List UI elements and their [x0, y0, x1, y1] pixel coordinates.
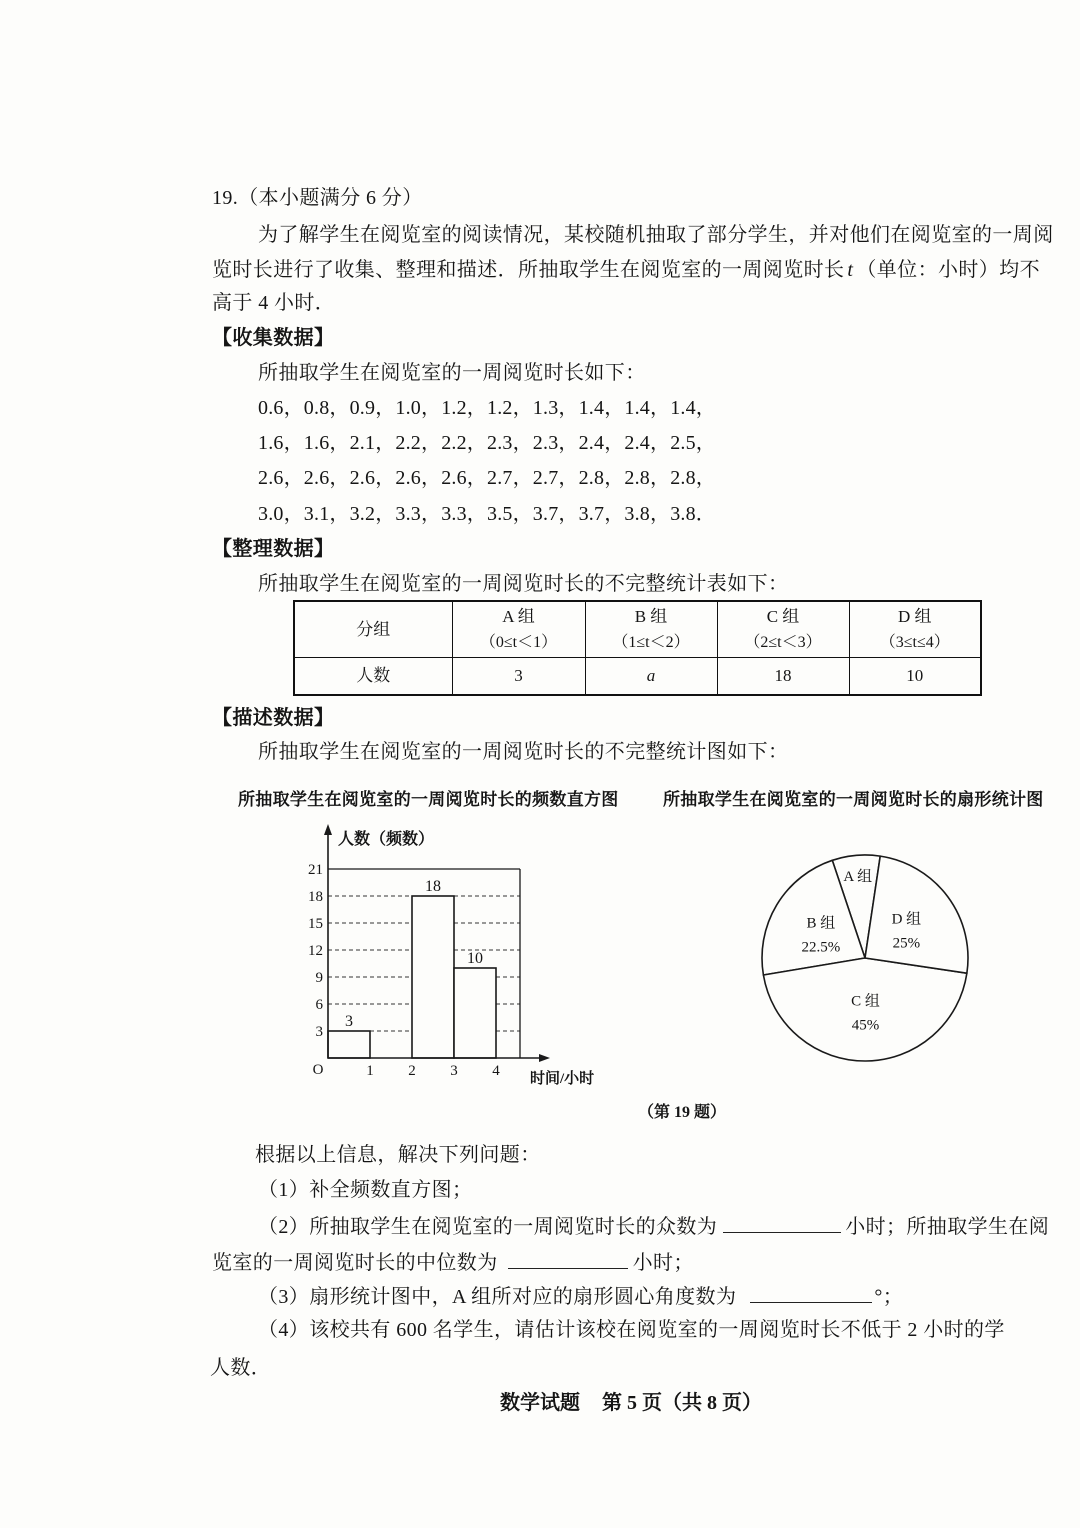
task-2-line-2 [212, 1248, 694, 1275]
organize-lead: 所抽取学生在阅览室的一周阅览时长的不完整统计表如下： [258, 573, 789, 595]
group-label-cell: 分组 [294, 601, 452, 658]
question-number: 19. [212, 187, 239, 209]
pie-slice-label: C 组 [851, 993, 880, 1010]
y-tick-label: 3 [315, 1024, 323, 1040]
y-tick-label: 15 [308, 916, 323, 932]
section-heading-organize: 【整理数据】 [212, 538, 335, 560]
task-2-text: 小时；所抽取学生在阅 [845, 1216, 1050, 1238]
pie-slice [763, 958, 966, 1061]
y-axis-arrow [324, 824, 332, 835]
group-range: （1≤t＜2） [612, 633, 690, 651]
group-header-cell [585, 601, 717, 658]
table-header-row [294, 601, 981, 658]
bar-value-label: 10 [467, 950, 483, 967]
task-2-text: 览室的一周阅览时长的中位数为 [212, 1252, 498, 1274]
x-axis-title: 时间/小时 [530, 1071, 595, 1087]
y-tick-label: 21 [308, 862, 323, 878]
data-row: 2.6，2.6，2.6，2.6，2.6，2.7，2.7，2.8，2.8，2.8， [258, 467, 716, 489]
answer-blank [750, 1282, 872, 1303]
pie-slice-label: B 组 [806, 915, 836, 932]
pie-chart-title: 所抽取学生在阅览室的一周阅览时长的扇形统计图 [663, 790, 1044, 809]
group-header-cell [849, 601, 981, 658]
origin-label: O [312, 1062, 324, 1078]
table-row [294, 658, 981, 696]
histogram-title: 所抽取学生在阅览室的一周阅览时长的频数直方图 [238, 790, 619, 809]
task-2-text: （2）所抽取学生在阅览室的一周阅览时长的众数为 [258, 1216, 718, 1238]
group-header-cell [717, 601, 849, 658]
group-name: D 组 [897, 606, 932, 626]
pie-slice-percent: 45% [851, 1017, 880, 1034]
count-cell: 3 [452, 658, 585, 696]
intro-line-2-text: 览时长进行了收集、整理和描述．所抽取学生在阅览室的一周阅览时长 [212, 259, 845, 281]
count-label-cell: 人数 [294, 658, 452, 696]
page-footer [500, 1391, 762, 1415]
question-header [212, 186, 423, 210]
figure-caption: （第 19 题） [638, 1104, 727, 1121]
section-heading-describe: 【描述数据】 [212, 707, 335, 729]
bar-value-label: 3 [345, 1013, 353, 1030]
task-3-text: °； [874, 1286, 904, 1308]
describe-lead: 所抽取学生在阅览室的一周阅览时长的不完整统计图如下： [258, 741, 789, 763]
task-2-text: 小时； [632, 1252, 694, 1274]
y-tick-label: 12 [308, 943, 323, 959]
task-3-text: （3）扇形统计图中，A 组所对应的扇形圆心角度数为 [258, 1286, 737, 1308]
tasks-lead: 根据以上信息，解决下列问题： [255, 1144, 541, 1166]
y-tick-label: 6 [315, 997, 323, 1013]
pie-chart [762, 855, 968, 1061]
y-axis-title: 人数（频数） [338, 831, 435, 848]
group-range: （0≤t＜1） [479, 633, 558, 651]
task-2-line-1 [258, 1212, 1049, 1239]
group-range: （2≤t＜3） [744, 633, 822, 651]
pie-slice-percent: 22.5% [801, 939, 841, 956]
bar-value-label: 18 [425, 878, 441, 895]
count-cell: 10 [849, 658, 981, 696]
collect-lead: 所抽取学生在阅览室的一周阅览时长如下： [258, 362, 646, 384]
intro-line-1: 为了解学生在阅览室的阅读情况，某校随机抽取了部分学生，并对他们在阅览室的一周阅 [258, 224, 1054, 246]
task-3 [258, 1282, 903, 1309]
data-row: 3.0，3.1，3.2，3.3，3.3，3.5，3.7，3.7，3.8，3.8． [258, 503, 716, 525]
x-tick-label: 1 [366, 1063, 374, 1079]
x-tick-label: 4 [492, 1063, 500, 1079]
figure-area [0, 815, 1080, 1105]
count-cell: 18 [717, 658, 849, 696]
y-tick-label: 9 [315, 970, 323, 986]
intro-line-3: 高于 4 小时． [212, 292, 336, 314]
histogram-bar [454, 968, 496, 1058]
answer-blank [723, 1212, 841, 1233]
section-heading-collect: 【收集数据】 [212, 327, 335, 349]
task-4-line-1: （4）该校共有 600 名学生，请估计该校在阅览室的一周阅览时长不低于 2 小时的学 [258, 1319, 1005, 1341]
footer-page-number: 第 5 页（共 8 页） [602, 1392, 762, 1414]
histogram [308, 824, 594, 1087]
x-tick-label: 3 [450, 1063, 458, 1079]
intro-line-2-unit: （单位：小时）均不 [856, 259, 1040, 281]
x-tick-label: 2 [408, 1063, 416, 1079]
footer-subject: 数学试题 [500, 1392, 580, 1414]
task-1: （1）补全频数直方图； [258, 1179, 473, 1201]
statistics-table [293, 600, 982, 696]
y-tick-label: 18 [308, 889, 323, 905]
task-4-line-2: 人数． [210, 1357, 272, 1379]
group-name: B 组 [634, 606, 668, 626]
group-header-cell [452, 601, 585, 658]
data-row: 1.6，1.6，2.1，2.2，2.2，2.3，2.3，2.4，2.4，2.5， [258, 432, 716, 454]
pie-slice-label: D 组 [891, 911, 922, 928]
group-name: A 组 [502, 606, 535, 626]
data-row: 0.6，0.8，0.9，1.0，1.2，1.2，1.3，1.4，1.4，1.4， [258, 397, 716, 419]
histogram-bar [328, 1031, 370, 1058]
group-range: （3≤t≤4） [879, 633, 950, 651]
answer-blank [508, 1248, 628, 1269]
count-cell: a [585, 658, 717, 696]
pie-slice-label: A 组 [843, 868, 873, 885]
pie-slice-percent: 25% [892, 935, 921, 952]
group-name: C 组 [766, 606, 800, 626]
intro-line-2 [212, 258, 1040, 282]
x-axis-arrow [539, 1054, 550, 1062]
variable-t: t [847, 259, 854, 281]
histogram-bar [412, 896, 454, 1058]
score-note: （本小题满分 6 分） [238, 187, 423, 209]
